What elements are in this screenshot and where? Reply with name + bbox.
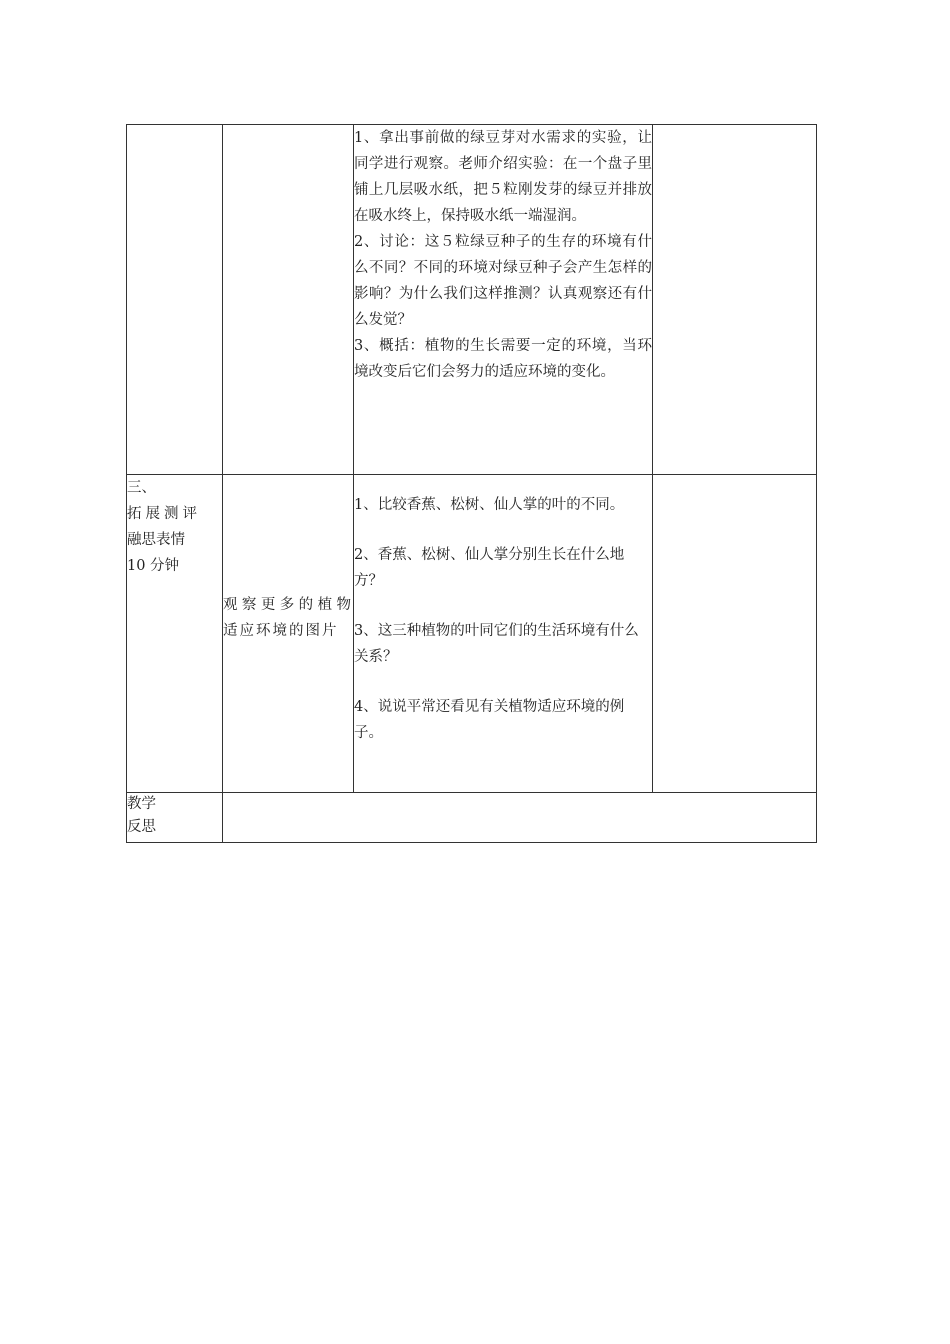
- notes-cell-empty: [653, 475, 817, 793]
- reflection-label-cell: [127, 793, 223, 843]
- stage-line-1: 三、: [127, 480, 156, 496]
- step-item-4: 4、说说平常还看见有关植物适应环境的例子。: [354, 699, 625, 741]
- procedure-cell: [354, 125, 653, 475]
- reflection-label-line-1: 教学: [127, 796, 156, 812]
- lesson-plan-table: [126, 124, 817, 843]
- stage-cell-empty: [127, 125, 223, 475]
- activity-cell: [223, 475, 354, 793]
- table-row-reflection: [127, 793, 817, 843]
- activity-text: 观察更多的植物适应环境的图片: [223, 596, 353, 639]
- reflection-content-cell: [223, 793, 817, 843]
- activity-cell-empty: [223, 125, 354, 475]
- table-row-extension: [127, 475, 817, 793]
- stage-line-2: 拓展测评: [127, 506, 201, 522]
- procedure-item-1: 1、拿出事前做的绿豆芽对水需求的实验，让同学进行观察。老师介绍实验：在一个盘子里铺上几层吸水纸，把５粒刚发芽的绿豆并排放在吸水终上，保持吸水纸一端湿润。: [354, 130, 652, 224]
- procedure-item-3: 3、概括：植物的生长需要一定的环境，当环境改变后它们会努力的适应环境的变化。: [354, 338, 652, 380]
- step-item-2: 2、香蕉、松树、仙人掌分别生长在什么地方？: [354, 547, 625, 589]
- notes-cell-empty: [653, 125, 817, 475]
- step-item-3: 3、这三种植物的叶同它们的生活环境有什么关系？: [354, 623, 639, 665]
- reflection-label-line-2: 反思: [127, 819, 156, 835]
- stage-line-3: 融思表情: [127, 532, 185, 548]
- table-row-previous-activity: [127, 125, 817, 475]
- procedure-item-2: 2、讨论：这５粒绿豆种子的生存的环境有什么不同？不同的环境对绿豆种子会产生怎样的影响？为什么我们这样推测？认真观察还有什么发觉？: [354, 234, 652, 328]
- stage-cell: [127, 475, 223, 793]
- steps-cell: [354, 475, 653, 793]
- stage-line-4: 10 分钟: [127, 558, 180, 574]
- step-item-1: 1、比较香蕉、松树、仙人掌的叶的不同。: [354, 497, 625, 513]
